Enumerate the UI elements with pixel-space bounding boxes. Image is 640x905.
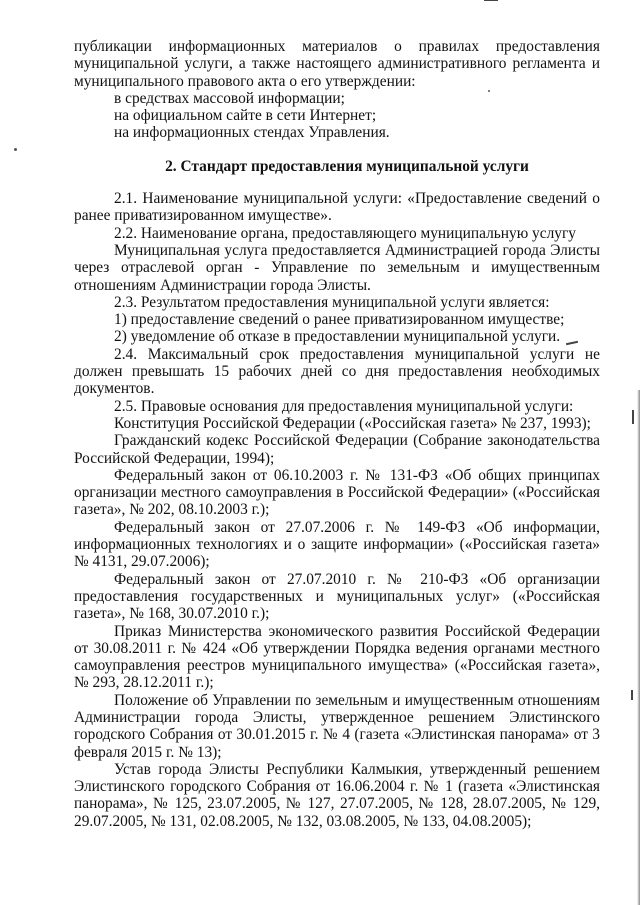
list-item-stands: на информационных стендах Управления. <box>114 124 390 142</box>
paragraph-constitution: Конституция Российской Федерации («Российская газета» № 237, 1993); <box>114 414 591 432</box>
list-item-website: на официальном сайте в сети Интернет; <box>114 107 377 125</box>
paragraph-2-4: 2.4. Максимальный срок предоставления муниципальной услуги не должен превышать 15 рабочих дней со дня предоставления необходимых документов. <box>74 345 600 398</box>
paragraph-law-149: Федеральный закон от 27.07.2006 г. № 149-ФЗ «Об информации, информационных технологиях и о защите информации» («Российская газета» № 4131, 29.07.2006); <box>74 518 600 571</box>
scan-mark <box>632 410 634 424</box>
document-text <box>74 38 600 830</box>
section-heading: 2. Стандарт предоставления муниципальной услуги <box>165 157 529 175</box>
paragraph-law-210: Федеральный закон от 27.07.2010 г. № 210-ФЗ «Об организации предоставления государственных и муниципальных услуг» («Российская газета», № 168, 30.07.2010 г.); <box>74 570 600 623</box>
paragraph-2-2: 2.2. Наименование органа, предоставляющего муниципальную услугу <box>114 224 576 242</box>
paragraph-regulation: Положение об Управлении по земельным и имущественным отношениям Администрации города Элисты, утвержденное решением Элистинского городского Собрания от 30.01.2015 г. № 4 (газета «Элистинская панорама» от 3 февраля 2015 г. № 13); <box>74 691 600 761</box>
paragraph-result-2: 2) уведомление об отказе в предоставлении муниципальной услуги. <box>114 328 561 346</box>
paragraph-order-424: Приказ Министерства экономического развития Российской Федерации от 30.08.2011 г. № 424 «Об утверждении Порядка ведения органами местного самоуправления реестров муниципального имущества» («Российская газета», № 293, 28.12.2011 г.); <box>74 622 600 692</box>
scan-mark <box>484 0 498 1</box>
paragraph-charter: Устав города Элисты Республики Калмыкия, утвержденный решением Элистинского городского Собрания от 16.06.2004 г. № 1 (газета «Элистинская панорама», № 125, 23.07.2005, № 127, 27.07.2005, № 128, 28.07.2005, № 129, 29.07.2005, № 131, 02.08.2005, № 132, 03.08.2005, № 133, 04.08.2005); <box>74 760 600 830</box>
scan-mark <box>631 690 633 700</box>
scan-speck <box>488 90 490 92</box>
paragraph-intro: публикации информационных материалов о правилах предоставления муниципальной услуги, а также настоящего административного регламента и муниципального правового акта о его утверждении: <box>74 38 600 90</box>
paragraph-law-131: Федеральный закон от 06.10.2003 г. № 131-ФЗ «Об общих принципах организации местного самоуправления в Российской Федерации» («Российская газета», № 202, 08.10.2003 г.); <box>74 466 600 519</box>
paragraph-2-1: 2.1. Наименование муниципальной услуги: «Предоставление сведений о ранее приватизированном имуществе». <box>74 190 600 225</box>
list-item-mass-media: в средствах массовой информации; <box>114 89 345 107</box>
paragraph-2-3: 2.3. Результатом предоставления муниципальной услуги является: <box>114 293 550 311</box>
scan-speck <box>14 148 17 151</box>
paragraph-provider: Муниципальная услуга предоставляется Администрацией города Элисты через отраслевой орган - Управление по земельным и имущественным отношениям Администрации города Элисты. <box>74 241 600 294</box>
paragraph-result-1: 1) предоставление сведений о ранее приватизированном имуществе; <box>114 311 565 329</box>
paragraph-2-5: 2.5. Правовые основания для предоставления муниципальной услуги: <box>114 397 574 415</box>
paragraph-civil-code: Гражданский кодекс Российской Федерации (Собрание законодательства Российской Федерации, 1994); <box>74 432 600 467</box>
